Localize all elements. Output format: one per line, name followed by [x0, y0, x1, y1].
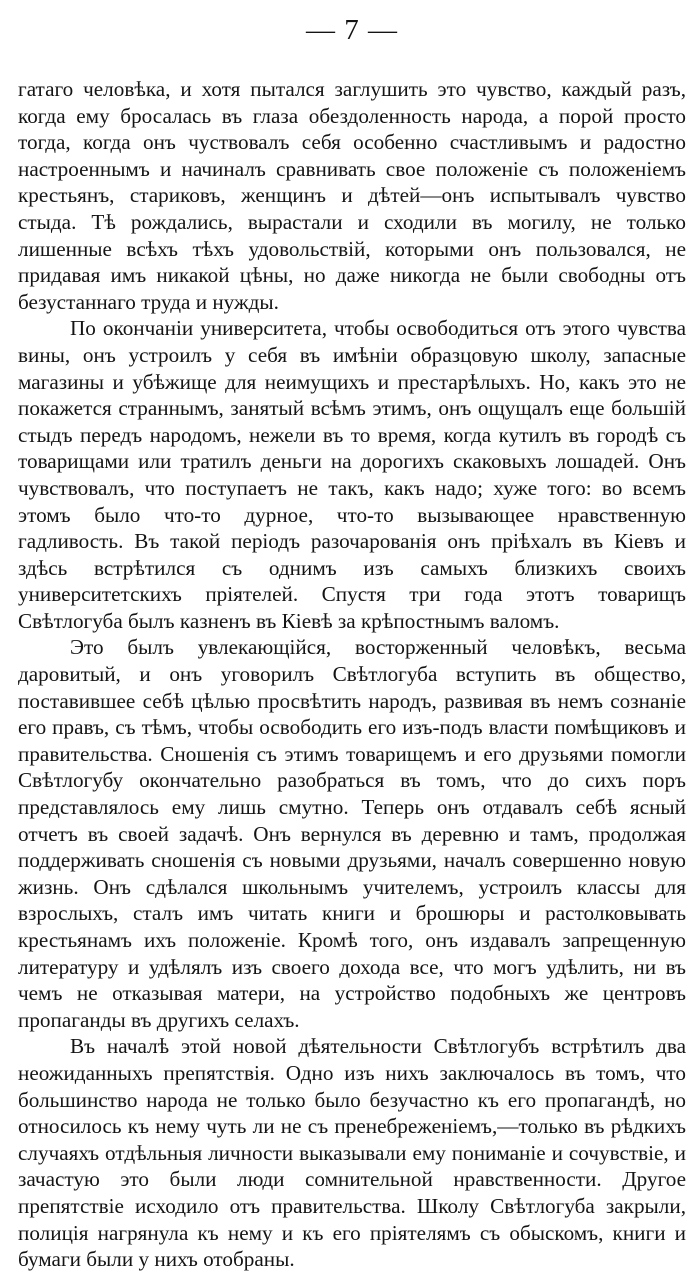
paragraph-1: гатаго человѣка, и хотя пытался заглушить это чувство, каждый разъ, когда ему бросалась въ глаза обездоленность народа, а порой просто тогда, когда онъ чуствовалъ себя особенно счастливымъ и радостно настроеннымъ и начиналъ сравнивать свое положеніе съ положеніемъ крестьянъ, стариковъ, женщинъ и дѣтей—онъ испытывалъ чувство стыда. Тѣ рождались, вырастали и сходили въ могилу, не только лишенные всѣхъ тѣхъ удовольствій, которыми онъ пользовался, не придавая имъ никакой цѣны, но даже никогда не были свободны отъ безустаннаго труда и нужды. — [18, 77, 686, 314]
text-body — [18, 76, 686, 1273]
paragraph-2: По окончаніи университета, чтобы освободиться отъ этого чувства вины, онъ устроилъ у себя въ имѣніи образцовую школу, запасные магазины и убѣжище для неимущихъ и престарѣлыхъ. Но, какъ это не покажется страннымъ, занятый всѣмъ этимъ, онъ ощущалъ еще большій стыдъ передъ народомъ, нежели въ то время, когда кутилъ въ городѣ съ товарищами или тратилъ деньги на дорогихъ скаковыхъ лошадей. Онъ чувствовалъ, что поступаетъ не такъ, какъ надо; хуже того: во всемъ этомъ было что-то дурное, что-то вызывающее нравственную гадливость. Въ такой періодъ разочарованія онъ пріѣхалъ въ Кіевъ и здѣсь встрѣтился съ однимъ изъ самыхъ близкихъ своихъ университетскихъ пріятелей. Спустя три года этотъ товарищъ Свѣтлогуба былъ казненъ въ Кіевѣ за крѣпостнымъ валомъ. — [18, 316, 686, 633]
paragraph-4: Въ началѣ этой новой дѣятельности Свѣтлогубъ встрѣтилъ два неожиданныхъ препятствія. Одно изъ нихъ заключалось въ томъ, что большинство народа не только было безучастно къ его пропагандѣ, но относилось къ нему чуть ли не съ пренебреженіемъ,—только въ рѣдкихъ случаяхъ отдѣльныя личности выказывали ему пониманіе и сочувствіе, и зачастую это были люди сомнительной нравственности. Другое препятствіе исходило отъ правительства. Школу Свѣтлогуба закрыли, полиція нагрянула къ нему и къ его пріятелямъ съ обыскомъ, книги и бумаги были у нихъ отобраны. — [18, 1034, 686, 1272]
paragraph-3: Это былъ увлекающійся, восторженный человѣкъ, весьма даровитый, и онъ уговорилъ Свѣтлогуба вступить въ общество, поставившее себѣ цѣлью просвѣтить народъ, развивая въ немъ сознаніе его правъ, съ тѣмъ, чтобы освободить его изъ-подъ власти помѣщиковъ и правительства. Сношенія съ этимъ товарищемъ и его друзьями помогли Свѣтлогубу окончательно разобраться въ томъ, что до сихъ поръ представлялось ему лишь смутно. Теперь онъ отдавалъ себѣ ясный отчетъ въ своей задачѣ. Онъ вернулся въ деревню и тамъ, продолжая поддерживать сношенія съ новыми друзьями, началъ совершенно новую жизнь. Онъ сдѣлался школьнымъ учителемъ, устроилъ классы для взрослыхъ, сталъ имъ читать книги и брошюры и растолковывать крестьянамъ ихъ положеніе. Кромѣ того, онъ издавалъ запрещенную литературу и удѣлялъ изъ своего дохода все, что могъ удѣлить, ни въ чемъ не отказывая матери, на устройство подобныхъ же центровъ пропаганды въ другихъ селахъ. — [18, 635, 686, 1032]
page-number: — 7 — — [306, 14, 398, 46]
